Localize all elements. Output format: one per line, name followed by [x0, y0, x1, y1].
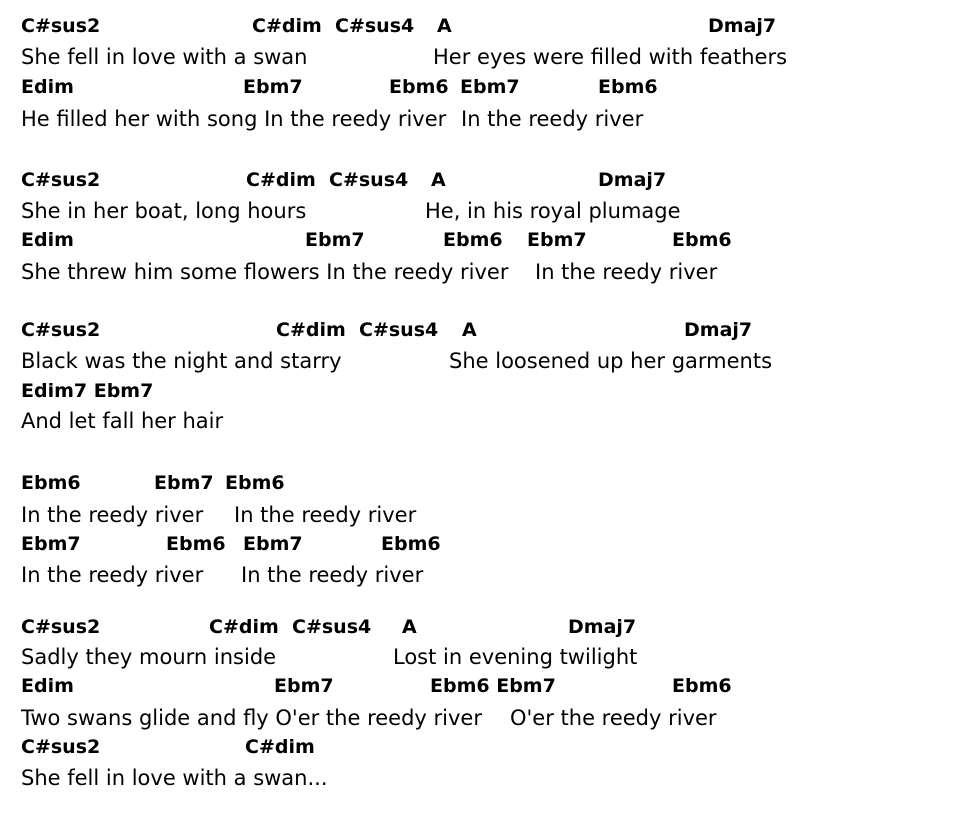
- lyric-text: In the reedy river: [461, 107, 644, 131]
- lyric-text: She threw him some flowers In the reedy river: [21, 260, 509, 284]
- chord-label: Ebm6 Ebm7: [430, 675, 556, 697]
- lyric-text: In the reedy river: [241, 563, 424, 587]
- chord-label: Ebm7: [460, 76, 520, 98]
- lyric-text: He, in his royal plumage: [425, 199, 681, 223]
- lyric-text: Lost in evening twilight: [393, 645, 638, 669]
- chord-label: C#sus4: [329, 169, 409, 191]
- chord-label: Ebm6: [672, 675, 732, 697]
- chord-label: Edim: [21, 229, 74, 251]
- chord-label: A: [437, 15, 452, 37]
- chord-label: C#dim: [252, 15, 322, 37]
- lyric-text: In the reedy river: [234, 503, 417, 527]
- lyric-text: Two swans glide and fly O'er the reedy river: [21, 706, 482, 730]
- chord-label: Dmaj7: [568, 616, 637, 638]
- chord-label: A: [402, 616, 417, 638]
- chord-label: C#sus4: [335, 15, 415, 37]
- chord-label: Dmaj7: [598, 169, 667, 191]
- chord-label: Ebm6: [21, 472, 81, 494]
- lyric-text: She fell in love with a swan: [21, 45, 308, 69]
- lyric-text: She loosened up her garments: [449, 349, 773, 373]
- lyric-text: And let fall her hair: [21, 409, 224, 433]
- lyric-text: Her eyes were filled with feathers: [433, 45, 788, 69]
- chord-label: C#sus2: [21, 616, 101, 638]
- chord-label: Ebm6: [389, 76, 449, 98]
- chord-label: C#dim: [209, 616, 279, 638]
- lyric-text: In the reedy river: [21, 503, 204, 527]
- chord-label: C#dim: [276, 319, 346, 341]
- chord-label: C#sus4: [359, 319, 439, 341]
- lyric-text: In the reedy river: [535, 260, 718, 284]
- chord-label: Ebm6: [598, 76, 658, 98]
- lyric-text: Black was the night and starry: [21, 349, 342, 373]
- chord-label: C#dim: [246, 169, 316, 191]
- chord-label: Ebm6: [672, 229, 732, 251]
- chord-label: C#sus2: [21, 15, 101, 37]
- chord-label: Edim: [21, 675, 74, 697]
- chord-label: Dmaj7: [708, 15, 777, 37]
- lyric-text: She fell in love with a swan...: [21, 766, 328, 790]
- chord-label: Ebm6: [166, 533, 226, 555]
- chord-label: C#sus2: [21, 169, 101, 191]
- chord-label: Ebm6: [225, 472, 285, 494]
- chord-label: Ebm7: [21, 533, 81, 555]
- lyric-text: She in her boat, long hours: [21, 199, 307, 223]
- chord-label: C#sus4: [292, 616, 372, 638]
- chord-label: Ebm7: [305, 229, 365, 251]
- chord-label: A: [431, 169, 446, 191]
- chord-label: Edim: [21, 76, 74, 98]
- lyric-text: Sadly they mourn inside: [21, 645, 277, 669]
- chord-label: Ebm7: [243, 533, 303, 555]
- chord-label: Ebm7: [243, 76, 303, 98]
- chord-label: Dmaj7: [684, 319, 753, 341]
- chord-label: Edim7 Ebm7: [21, 380, 154, 402]
- chord-label: A: [462, 319, 477, 341]
- chord-label: Ebm7: [154, 472, 214, 494]
- lyric-text: He filled her with song In the reedy river: [21, 107, 447, 131]
- chord-label: Ebm7: [527, 229, 587, 251]
- chord-label: C#dim: [245, 736, 315, 758]
- chord-label: Ebm6: [443, 229, 503, 251]
- chord-label: Ebm7: [274, 675, 334, 697]
- chord-label: Ebm6: [381, 533, 441, 555]
- chord-label: C#sus2: [21, 736, 101, 758]
- lyric-text: In the reedy river: [21, 563, 204, 587]
- chord-label: C#sus2: [21, 319, 101, 341]
- lyric-text: O'er the reedy river: [510, 706, 717, 730]
